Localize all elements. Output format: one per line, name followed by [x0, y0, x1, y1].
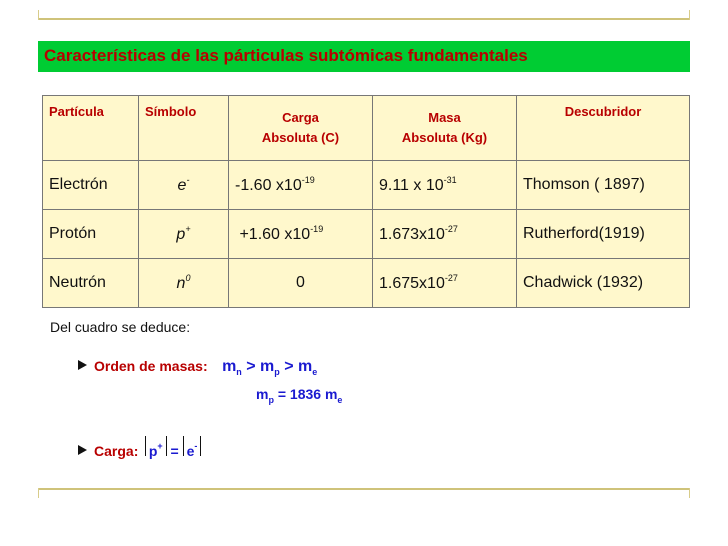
charge-colon: : — [133, 443, 139, 459]
sub-n: n — [236, 367, 242, 378]
charge-exponent: -19 — [301, 175, 315, 185]
mass-order-colon: : — [202, 358, 208, 374]
electron-symbol: e — [186, 443, 195, 459]
ratio-sub-p: p — [268, 394, 274, 405]
cell-discoverer: Chadwick (1932) — [517, 259, 690, 308]
cell-discoverer: Thomson ( 1897) — [517, 161, 690, 210]
mass-order-bullet — [78, 358, 317, 377]
gt-2: > — [284, 358, 294, 375]
mass-exponent: -31 — [443, 175, 457, 185]
cell-symbol — [139, 259, 229, 308]
proton-superscript: + — [157, 441, 163, 451]
header-mass-line2: Absoluta (Kg) — [401, 130, 488, 145]
mass-value: 1.675x10 — [379, 275, 445, 292]
title-banner — [38, 41, 690, 72]
cell-particle: Protón — [43, 210, 139, 259]
cell-discoverer: Rutherford(1919) — [517, 210, 690, 259]
header-mass — [373, 96, 517, 161]
mass-value: 9.11 x 10 — [379, 177, 444, 194]
top-rule — [38, 18, 690, 20]
symbol-superscript: - — [186, 175, 190, 185]
mass-exponent: -27 — [444, 224, 458, 234]
electron-superscript: - — [194, 441, 198, 451]
page-title: Características de las párticulas subtómicas fundamentales — [44, 46, 528, 65]
cell-charge — [229, 259, 373, 308]
cell-charge — [229, 161, 373, 210]
m-e: m — [298, 358, 313, 375]
header-symbol: Símbolo — [139, 96, 229, 161]
cell-particle: Electrón — [43, 161, 139, 210]
symbol-superscript: 0 — [185, 273, 191, 283]
ratio-rest: = 1836 m — [277, 386, 338, 402]
charge-bullet — [78, 436, 201, 461]
cell-mass — [373, 210, 517, 259]
header-charge — [229, 96, 373, 161]
mass-order-formula — [222, 358, 318, 378]
ratio-sub-e: e — [337, 394, 343, 405]
sub-e: e — [312, 367, 318, 378]
bottom-rule-left-tick — [38, 488, 39, 498]
mass-order-label: Orden de masas — [94, 358, 203, 374]
bottom-rule — [38, 488, 690, 490]
cell-charge — [229, 210, 373, 259]
arrow-bullet-icon — [78, 360, 87, 370]
abs-electron-charge — [183, 436, 202, 459]
header-discoverer: Descubridor — [517, 96, 690, 161]
m-p: m — [260, 358, 275, 375]
header-charge-line1: Carga — [282, 110, 319, 125]
gt-1: > — [246, 358, 256, 375]
proton-symbol: p — [148, 443, 158, 459]
cell-symbol — [139, 161, 229, 210]
symbol-letter: e — [177, 177, 187, 194]
table-header-row — [43, 96, 690, 161]
ratio-m: m — [256, 386, 269, 402]
top-rule-right-tick — [689, 10, 690, 20]
cell-symbol — [139, 210, 229, 259]
charge-equals: = — [170, 443, 179, 459]
mass-exponent: -27 — [444, 273, 458, 283]
header-particle: Partícula — [43, 96, 139, 161]
cell-particle: Neutrón — [43, 259, 139, 308]
charge-label: Carga — [94, 443, 134, 459]
charge-equation — [145, 443, 202, 459]
particles-table — [42, 95, 690, 308]
cell-mass — [373, 161, 517, 210]
charge-value: -1.60 x10 — [235, 177, 302, 194]
table-row — [43, 259, 690, 308]
charge-exponent: -19 — [310, 224, 324, 234]
mass-ratio-equation — [256, 386, 342, 405]
header-mass-line1: Masa — [428, 110, 461, 125]
mass-value: 1.673x10 — [379, 226, 445, 243]
m-n: m — [222, 358, 237, 375]
deduce-text: Del cuadro se deduce: — [50, 319, 191, 335]
symbol-letter: n — [176, 275, 186, 292]
header-charge-line2: Absoluta (C) — [261, 130, 340, 145]
abs-proton-charge — [145, 436, 167, 459]
arrow-bullet-icon — [78, 445, 87, 455]
charge-value: 0 — [296, 274, 305, 291]
symbol-superscript: + — [185, 224, 191, 234]
sub-p: p — [274, 367, 280, 378]
symbol-letter: p — [176, 226, 186, 243]
bottom-rule-right-tick — [689, 488, 690, 498]
cell-mass — [373, 259, 517, 308]
table-row — [43, 210, 690, 259]
charge-value: +1.60 x10 — [239, 226, 311, 243]
top-rule-left-tick — [38, 10, 39, 20]
table-row — [43, 161, 690, 210]
